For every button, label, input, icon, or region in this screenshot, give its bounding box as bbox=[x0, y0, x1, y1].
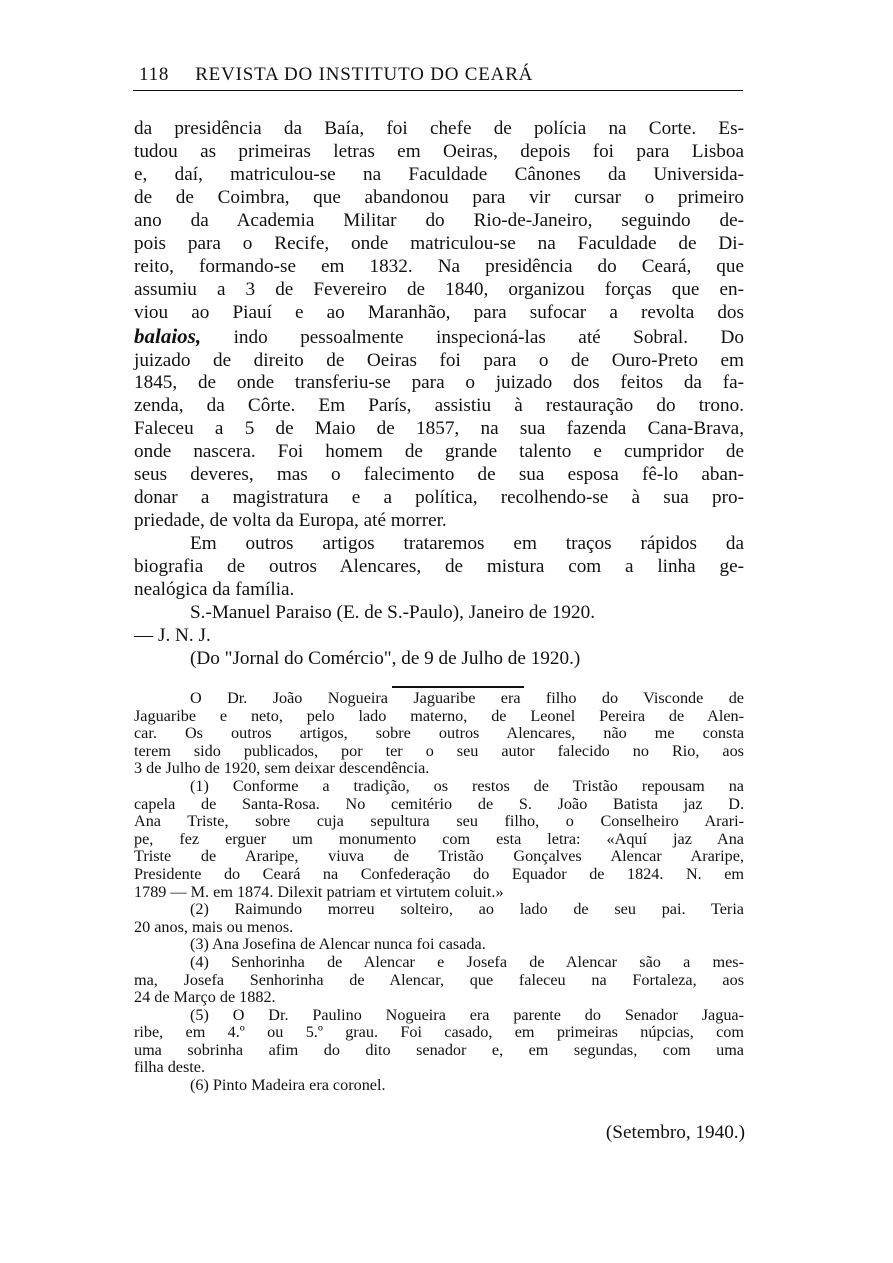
note-line: (4) Senhorinha de Alencar e Josefa de Alencar são a mes- bbox=[190, 952, 744, 971]
body-line: indo pessoalmente inspecioná-las até Sobral. Do bbox=[233, 326, 744, 348]
notes-divider bbox=[392, 686, 524, 688]
body-line: e, daí, matriculou-se na Faculdade Cânones da Universida- bbox=[134, 163, 744, 185]
dateline: S.-Manuel Paraiso (E. de S.-Paulo), Janeiro de 1920. bbox=[190, 602, 595, 624]
note-line: 20 anos, mais ou menos. bbox=[134, 917, 294, 936]
body-line: juizado de direito de Oeiras foi para o de Ouro-Preto em bbox=[134, 349, 744, 371]
body-text bbox=[134, 118, 744, 671]
note-line: uma sobrinha afim do dito senador e, em segundas, com uma bbox=[134, 1040, 744, 1059]
body-line: biografia de outros Alencares, de mistura com a linha ge- bbox=[134, 556, 744, 578]
note-line: ribe, em 4.º ou 5.º grau. Foi casado, em primeiras núpcias, com bbox=[134, 1023, 744, 1042]
body-line: reito, formando-se em 1832. Na presidência do Ceará, que bbox=[134, 255, 744, 277]
body-line: zenda, da Côrte. Em París, assistiu à restauração do trono. bbox=[134, 395, 744, 417]
note-line: terem sido publicados, por ter o seu autor falecido no Rio, aos bbox=[134, 741, 744, 760]
body-line: viou ao Piauí e ao Maranhão, para sufocar a revolta dos bbox=[134, 301, 744, 323]
note-line: car. Os outros artigos, sobre outros Alencares, não me consta bbox=[134, 724, 744, 743]
page-number: 118 bbox=[139, 64, 170, 85]
note-line: Ana Triste, sobre cuja sepultura seu filho, o Conselheiro Arari- bbox=[134, 812, 744, 831]
body-line: de de Coimbra, que abandonou para vir cursar o primeiro bbox=[134, 186, 744, 208]
body-line: onde nascera. Foi homem de grande talento e cumpridor de bbox=[134, 441, 744, 463]
note-line: (1) Conforme a tradição, os restos de Tristão repousam na bbox=[190, 776, 744, 795]
body-line: assumiu a 3 de Fevereiro de 1840, organizou forças que en- bbox=[134, 278, 744, 300]
note-line: (3) Ana Josefina de Alencar nunca foi casada. bbox=[190, 935, 486, 954]
note-line: (2) Raimundo morreu solteiro, ao lado de seu pai. Teria bbox=[190, 900, 744, 919]
note-line: Presidente do Ceará na Confederação do Equador de 1824. N. em bbox=[134, 864, 744, 883]
note-line: Triste de Araripe, viuva de Tristão Gonçalves Alencar Araripe, bbox=[134, 847, 744, 866]
note-line: (5) O Dr. Paulino Nogueira era parente do Senador Jagua- bbox=[190, 1005, 744, 1024]
body-line: da presidência da Baía, foi chefe de polícia na Corte. Es- bbox=[134, 118, 744, 139]
note-line: 3 de Julho de 1920, sem deixar descendência. bbox=[134, 759, 430, 778]
body-line: seus deveres, mas o falecimento de sua esposa fê-lo aban- bbox=[134, 464, 744, 486]
body-line: ano da Academia Militar do Rio-de-Janeiro, seguindo de- bbox=[134, 209, 744, 231]
body-line: priedade, de volta da Europa, até morrer. bbox=[134, 510, 447, 532]
signoff-date: (Setembro, 1940.) bbox=[605, 1122, 745, 1143]
body-line: Faleceu a 5 de Maio de 1857, na sua fazenda Cana-Brava, bbox=[134, 418, 744, 440]
note-line: filha deste. bbox=[134, 1058, 206, 1077]
note-line: 24 de Março de 1882. bbox=[134, 988, 276, 1007]
note-line: Jaguaribe e neto, pelo lado materno, de Leonel Pereira de Alen- bbox=[134, 706, 744, 725]
body-line: donar a magistratura e a política, recolhendo-se à sua pro- bbox=[134, 487, 744, 509]
note-line: ma, Josefa Senhorinha de Alencar, que faleceu na Fortaleza, aos bbox=[134, 970, 744, 989]
body-line: nealógica da família. bbox=[134, 579, 295, 601]
body-line: tudou as primeiras letras em Oeiras, depois foi para Lisboa bbox=[134, 140, 744, 162]
italic-word: balaios, bbox=[134, 323, 202, 348]
body-line: Em outros artigos trataremos em traços rápidos da bbox=[190, 533, 744, 555]
note-line: (6) Pinto Madeira era coronel. bbox=[190, 1076, 386, 1095]
journal-title: REVISTA DO INSTITUTO DO CEARÁ bbox=[195, 64, 534, 85]
note-line: O Dr. João Nogueira Jaguaribe era filho do Visconde de bbox=[190, 689, 744, 707]
note-line: capela de Santa-Rosa. No cemitério de S. João Batista jaz D. bbox=[134, 794, 744, 813]
running-header bbox=[133, 64, 743, 91]
note-line: 1789 — M. em 1874. Dilexit patriam et virtutem coluit.» bbox=[134, 882, 504, 901]
author-initials: — J. N. J. bbox=[134, 624, 211, 646]
body-line-with-italic bbox=[134, 325, 744, 350]
body-line: 1845, de onde transferiu-se para o juizado dos feitos da fa- bbox=[134, 372, 744, 394]
note-line: pe, fez erguer um monumento com esta letra: «Aquí jaz Ana bbox=[134, 829, 744, 848]
footnotes bbox=[134, 690, 744, 1095]
body-line: pois para o Recife, onde matriculou-se na Faculdade de Di- bbox=[134, 232, 744, 254]
source-citation: (Do "Jornal do Comércio", de 9 de Julho de 1920.) bbox=[190, 647, 581, 669]
